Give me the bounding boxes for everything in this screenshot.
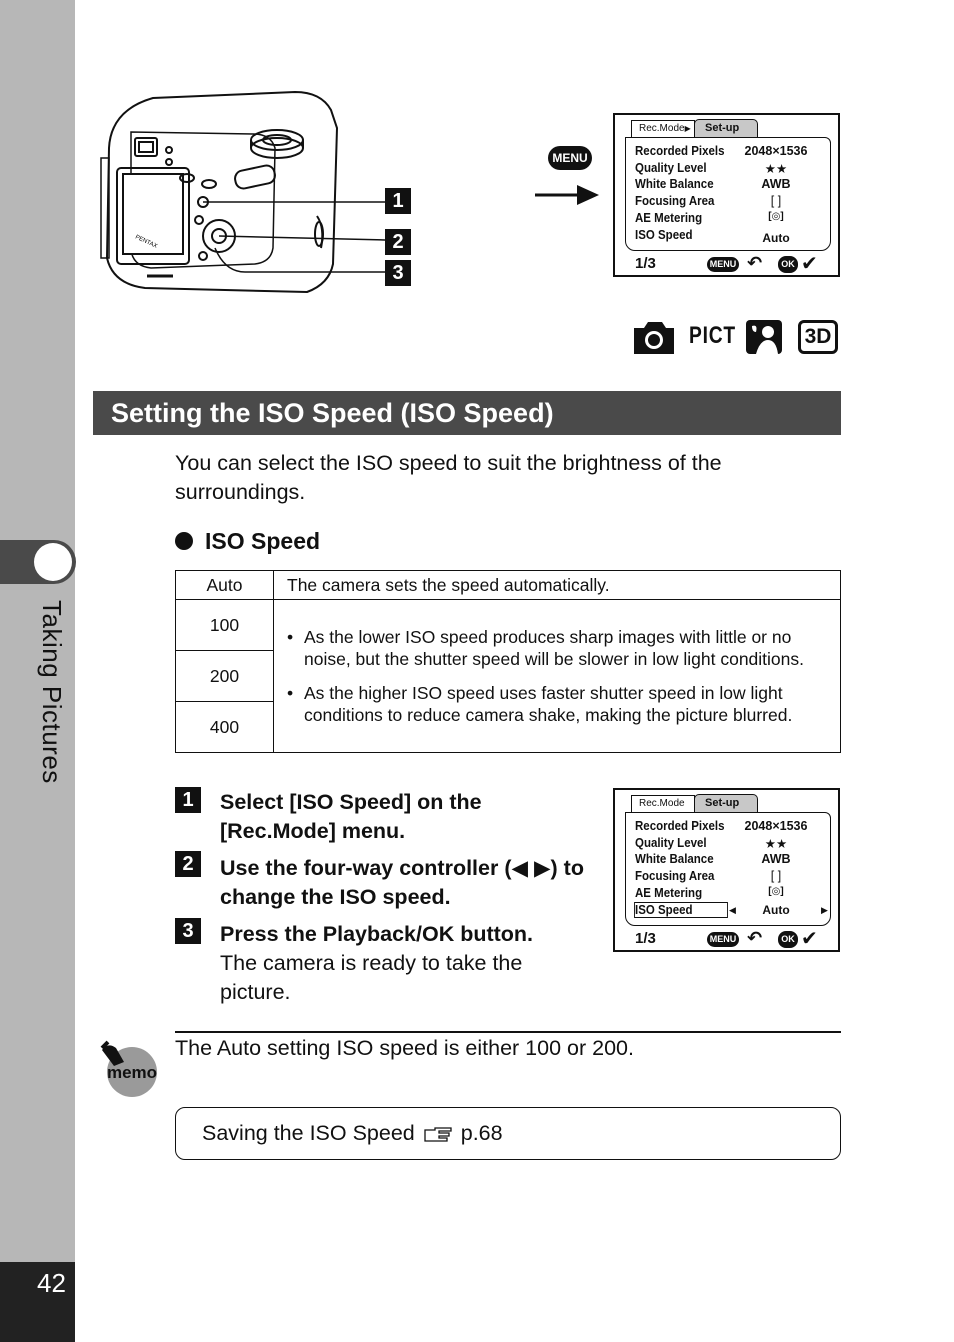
checkmark-icon: ✔ (801, 253, 818, 275)
back-arrow-icon: ↶ (747, 253, 763, 273)
memo-text: The Auto setting ISO speed is either 100 or 200. (175, 1036, 634, 1060)
portrait-night-icon (746, 320, 782, 354)
arrow-right-icon (535, 182, 601, 208)
menu-icon: MENU (707, 257, 739, 272)
step-2-text: Use the four-way controller (◀ ▶) to change the ISO speed. (220, 856, 584, 909)
ok-icon: OK (778, 256, 798, 273)
table-cell-level: 200 (176, 651, 274, 702)
ok-icon: OK (778, 931, 798, 948)
page-indicator: 1/3 (635, 930, 656, 947)
menu-row: AE Metering [◎] (635, 211, 784, 225)
menu-row: Quality Level ★★ (635, 161, 788, 176)
tab-recmode: Rec.Mode▶ (631, 120, 695, 137)
callout-3: 3 (385, 260, 411, 286)
tab-recmode: Rec.Mode (631, 795, 695, 812)
menu-row: White Balance AWB (635, 852, 791, 866)
right-arrow-icon: ▶ (821, 905, 828, 915)
left-arrow-icon: ◀ (729, 905, 736, 915)
table-cell-auto-desc: The camera sets the speed automatically. (274, 571, 841, 600)
page-indicator: 1/3 (635, 255, 656, 272)
checkmark-icon: ✔ (801, 928, 818, 950)
table-cell-description (274, 600, 841, 753)
menu-row: Focusing Area [ ] (635, 869, 782, 883)
tab-setup: Set-up (694, 794, 758, 812)
memo-icon-label: memo (106, 1063, 158, 1082)
tab-setup: Set-up (694, 119, 758, 137)
back-arrow-icon: ↶ (747, 928, 763, 948)
menu-row-selected: ISO Speed ◀ Auto ▶ (635, 903, 828, 917)
camera-icon (632, 320, 676, 356)
callout-1: 1 (385, 188, 411, 214)
menu-row: Quality Level ★★ (635, 836, 788, 851)
table-cell-auto: Auto (176, 571, 274, 600)
svg-text:PENTAX: PENTAX (134, 234, 159, 250)
menu-button-icon: MENU (548, 146, 592, 170)
table-cell-level: 100 (176, 600, 274, 651)
reference-page-link[interactable]: p.68 (460, 1121, 503, 1145)
lcd-screen-recmode (613, 113, 840, 277)
lcd-screen-iso-selected (613, 788, 840, 952)
menu-row: Focusing Area [ ] (635, 194, 782, 208)
table-bullet: • As the higher ISO speed uses faster shutter speed in low light conditions to reduce camera shake, making the picture blurred. (287, 682, 830, 727)
iso-speed-table (175, 570, 841, 753)
step-1-text: Select [ISO Speed] on the [Rec.Mode] menu. (220, 790, 482, 843)
bullet-heading: ISO Speed (175, 528, 320, 555)
reference-box (175, 1107, 841, 1160)
step-badge-3: 3 (175, 918, 201, 944)
page-number: 42 (37, 1268, 66, 1298)
step-3-text: Press the Playback/OK button. The camera is ready to take the picture. (220, 922, 534, 1004)
step-badge-1: 1 (175, 787, 201, 813)
camera-illustration (95, 88, 425, 308)
menu-row: ISO Speed Auto (635, 228, 790, 245)
menu-row: AE Metering [◎] (635, 886, 784, 900)
intro-paragraph: You can select the ISO speed to suit the brightness of the surroundings. (175, 451, 722, 504)
chapter-marker-circle (34, 543, 72, 581)
menu-row: Recorded Pixels 2048×1536 (635, 819, 808, 833)
menu-row: White Balance AWB (635, 177, 791, 191)
table-bullet: • As the lower ISO speed produces sharp images with little or no noise, but the shutter speed will be slower in low light conditions. (287, 626, 830, 671)
memo-icon (98, 1040, 160, 1098)
bullet-dot-icon (175, 532, 193, 550)
memo-divider (175, 1031, 841, 1033)
pict-mode-icon: PICT (689, 322, 736, 349)
3d-mode-icon: 3D (798, 320, 838, 354)
callout-2: 2 (385, 229, 411, 255)
menu-row: Recorded Pixels 2048×1536 (635, 144, 808, 158)
chapter-label: Taking Pictures (37, 600, 67, 784)
reference-text: Saving the ISO Speed p.68 (202, 1121, 503, 1145)
step-badge-2: 2 (175, 851, 201, 877)
table-cell-level: 400 (176, 702, 274, 753)
section-title: Setting the ISO Speed (ISO Speed) (111, 398, 554, 428)
menu-icon: MENU (707, 932, 739, 947)
pointing-hand-icon (423, 1126, 453, 1142)
